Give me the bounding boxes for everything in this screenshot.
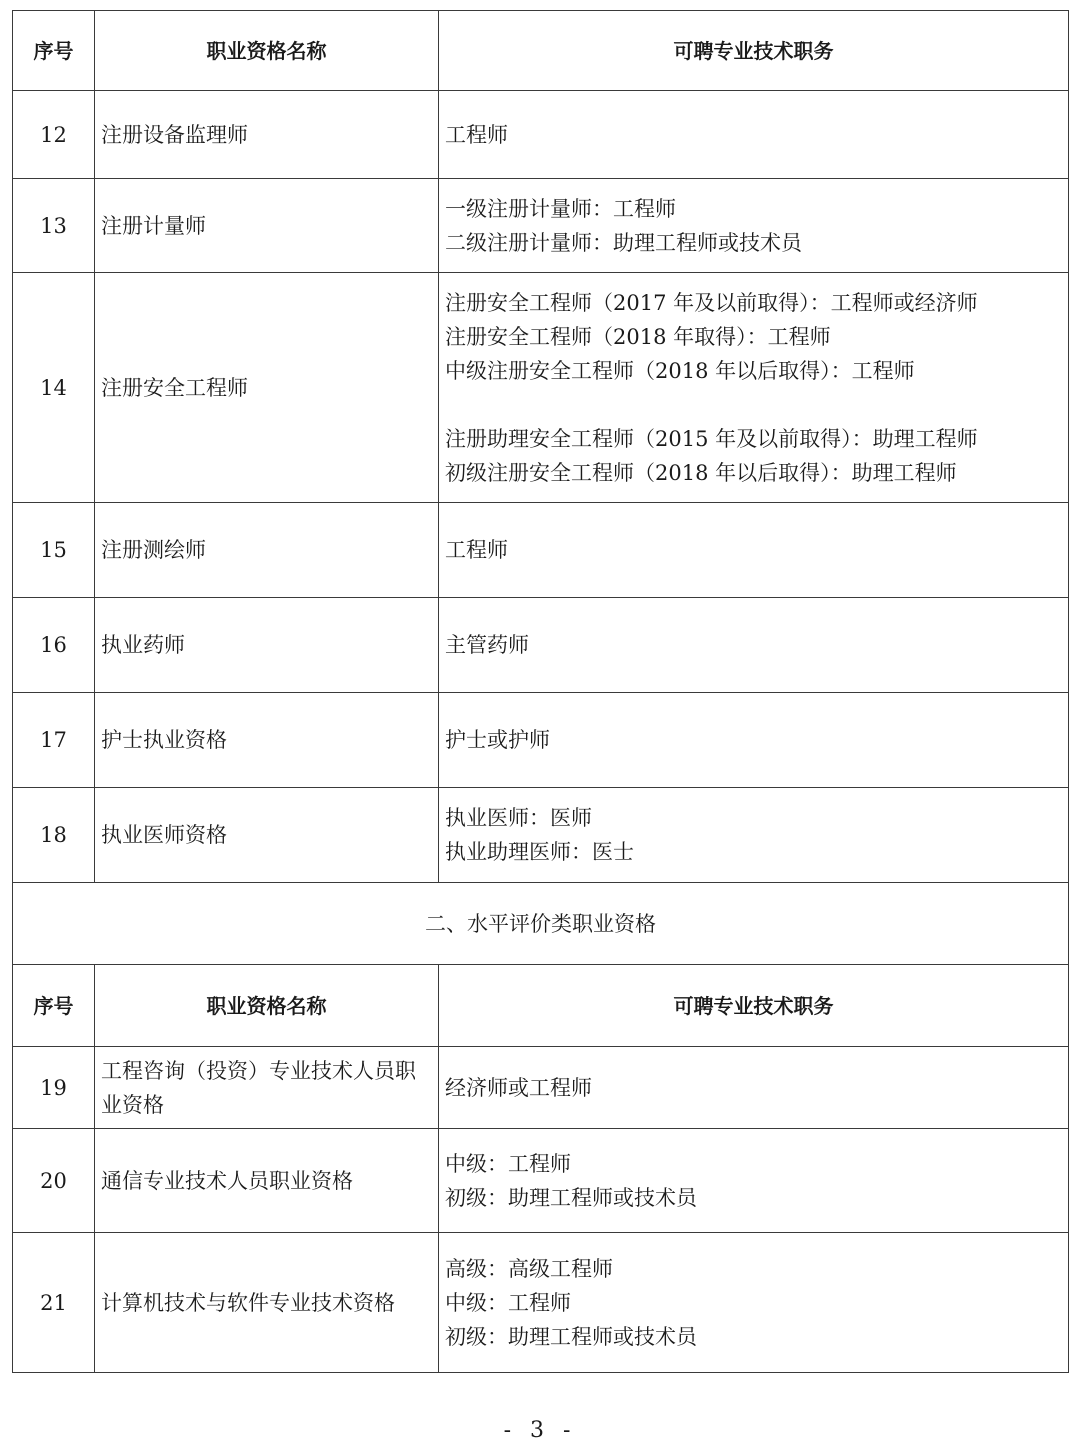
eligible-post	[439, 179, 1069, 273]
eligible-post	[439, 788, 1069, 883]
cell-line: 工程师	[445, 122, 508, 147]
table-row	[13, 1047, 1069, 1129]
table-row	[13, 179, 1069, 273]
section-row	[13, 883, 1069, 965]
cell-line: 注册助理安全工程师（2015 年及以前取得）：助理工程师	[445, 426, 978, 451]
qualification-name	[95, 788, 439, 883]
cell-line: 注册安全工程师	[101, 375, 248, 400]
cell-line: 注册安全工程师（2017 年及以前取得）：工程师或经济师	[445, 290, 978, 315]
header-post: 可聘专业技术职务	[439, 965, 1069, 1047]
header-no: 序号	[13, 11, 95, 91]
cell-line: 注册安全工程师（2018 年取得）：工程师	[445, 324, 831, 349]
table-row	[13, 693, 1069, 788]
eligible-post	[439, 91, 1069, 179]
cell-line: 高级：高级工程师	[445, 1256, 613, 1281]
table-row	[13, 91, 1069, 179]
row-number: 16	[13, 598, 95, 693]
row-number: 17	[13, 693, 95, 788]
cell-line: 业资格	[101, 1092, 164, 1117]
qualification-name	[95, 273, 439, 503]
qualification-name	[95, 1129, 439, 1233]
row-number: 12	[13, 91, 95, 179]
row-number: 15	[13, 503, 95, 598]
row-number: 14	[13, 273, 95, 503]
table-row	[13, 788, 1069, 883]
cell-line: 经济师或工程师	[445, 1075, 592, 1100]
section-title: 二、水平评价类职业资格	[13, 883, 1069, 965]
eligible-post	[439, 693, 1069, 788]
cell-line: 一级注册计量师：工程师	[445, 196, 676, 221]
cell-line: 执业药师	[101, 633, 185, 657]
table-row	[13, 503, 1069, 598]
qualification-name	[95, 693, 439, 788]
line-gap	[445, 388, 1062, 422]
row-number: 19	[13, 1047, 95, 1129]
qualification-name	[95, 179, 439, 273]
qualification-name	[95, 598, 439, 693]
table-row	[13, 598, 1069, 693]
eligible-post	[439, 1129, 1069, 1233]
cell-line: 注册测绘师	[101, 538, 206, 562]
qualification-name	[95, 1233, 439, 1373]
header-row	[13, 11, 1069, 91]
cell-line: 执业医师资格	[101, 823, 227, 847]
eligible-post	[439, 598, 1069, 693]
cell-line: 工程师	[445, 538, 508, 562]
cell-line: 中级注册安全工程师（2018 年以后取得）：工程师	[445, 358, 915, 383]
row-number: 20	[13, 1129, 95, 1233]
table-row	[13, 1233, 1069, 1373]
eligible-post	[439, 503, 1069, 598]
header-name: 职业资格名称	[95, 965, 439, 1047]
cell-line: 初级：助理工程师或技术员	[445, 1185, 697, 1210]
cell-line: 计算机技术与软件专业技术资格	[101, 1290, 395, 1315]
cell-line: 护士执业资格	[101, 728, 227, 752]
page-number: - 3 -	[503, 1418, 577, 1443]
table-row	[13, 273, 1069, 503]
table-body	[13, 11, 1069, 1373]
qualification-name	[95, 91, 439, 179]
cell-line: 护士或护师	[445, 728, 550, 752]
qualification-table	[12, 10, 1069, 1373]
cell-line: 工程咨询（投资）专业技术人员职	[101, 1058, 416, 1083]
cell-line: 主管药师	[445, 633, 529, 657]
eligible-post	[439, 1233, 1069, 1373]
cell-line: 中级：工程师	[445, 1290, 571, 1315]
header-post: 可聘专业技术职务	[439, 11, 1069, 91]
header-row	[13, 965, 1069, 1047]
qualification-name	[95, 1047, 439, 1129]
row-number: 13	[13, 179, 95, 273]
header-no: 序号	[13, 965, 95, 1047]
cell-line: 二级注册计量师：助理工程师或技术员	[445, 230, 802, 255]
cell-line: 初级注册安全工程师（2018 年以后取得）：助理工程师	[445, 460, 957, 485]
cell-line: 初级：助理工程师或技术员	[445, 1324, 697, 1349]
eligible-post	[439, 273, 1069, 503]
row-number: 18	[13, 788, 95, 883]
cell-line: 注册计量师	[101, 213, 206, 238]
header-name: 职业资格名称	[95, 11, 439, 91]
qualification-name	[95, 503, 439, 598]
table-row	[13, 1129, 1069, 1233]
cell-line: 注册设备监理师	[101, 122, 248, 147]
cell-line: 执业助理医师：医士	[445, 840, 634, 864]
cell-line: 执业医师：医师	[445, 806, 592, 830]
row-number: 21	[13, 1233, 95, 1373]
eligible-post	[439, 1047, 1069, 1129]
cell-line: 通信专业技术人员职业资格	[101, 1168, 353, 1193]
cell-line: 中级：工程师	[445, 1151, 571, 1176]
